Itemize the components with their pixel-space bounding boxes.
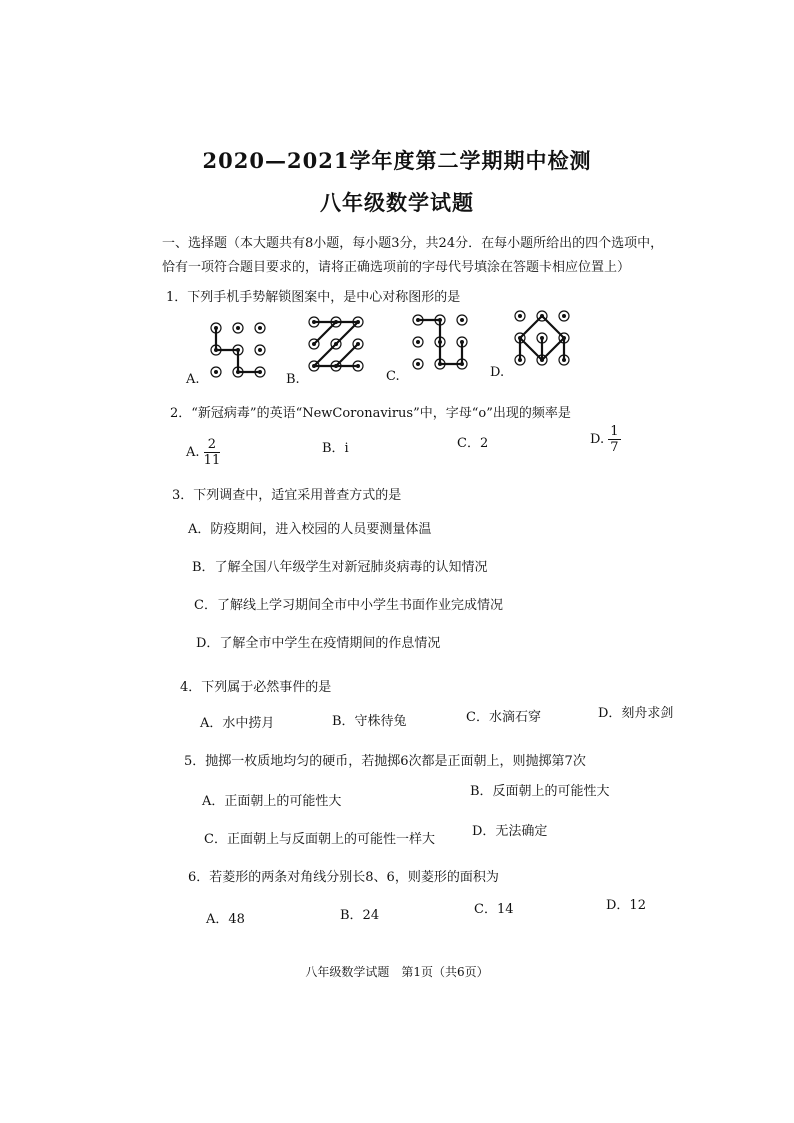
section-heading-line2: 恰有一项符合题目要求的，请将正确选项前的字母代号填涂在答题卡相应位置上） bbox=[162, 260, 631, 275]
question-4-option-d: D．刻舟求剑 bbox=[598, 706, 674, 721]
question-6-option-b: B．24 bbox=[340, 908, 380, 923]
question-5-option-c: C．正面朝上与反面朝上的可能性一样大 bbox=[204, 832, 435, 847]
question-1-option-c: C. bbox=[386, 369, 400, 384]
question-2-option-c: C．2 bbox=[457, 436, 489, 451]
unlock-pattern-c-icon bbox=[408, 310, 472, 374]
question-2-stem: 2．“新冠病毒”的英语“NewCoronavirus”中，字母“o”出现的频率是 bbox=[170, 406, 571, 421]
exam-subtitle: 八年级数学试题 bbox=[320, 190, 474, 215]
question-3-option-c: C．了解线上学习期间全市中小学生书面作业完成情况 bbox=[194, 598, 503, 613]
section-heading-line1: 一、选择题（本大题共有8小题，每小题3分，共24分．在每小题所给出的四个选项中， bbox=[162, 236, 664, 251]
question-4-option-a: A．水中捞月 bbox=[200, 716, 275, 731]
question-5-option-d: D．无法确定 bbox=[472, 824, 548, 839]
question-1-option-d: D. bbox=[490, 365, 505, 380]
fraction-denominator: 7 bbox=[610, 440, 619, 455]
question-3-option-a: A．防疫期间，进入校园的人员要测量体温 bbox=[188, 522, 432, 537]
question-4-stem: 4．下列属于必然事件的是 bbox=[180, 680, 332, 695]
question-3-option-d: D．了解全市中学生在疫情期间的作息情况 bbox=[196, 636, 441, 651]
question-3-option-b: B．了解全国八年级学生对新冠肺炎病毒的认知情况 bbox=[192, 560, 488, 575]
question-2-option-a bbox=[186, 437, 220, 468]
question-1-option-b: B. bbox=[286, 372, 300, 387]
question-2-option-d bbox=[590, 424, 621, 455]
exam-title: 2020—2021学年度第二学期期中检测 bbox=[202, 148, 592, 173]
fraction-2-over-11 bbox=[204, 437, 221, 468]
fraction-numerator: 2 bbox=[204, 437, 221, 453]
question-6-option-d: D．12 bbox=[606, 898, 646, 913]
question-1-option-a: A. bbox=[186, 372, 200, 387]
unlock-pattern-d-icon bbox=[510, 306, 574, 370]
question-5-stem: 5．抛掷一枚质地均匀的硬币，若抛掷6次都是正面朝上，则抛掷第7次 bbox=[184, 754, 586, 769]
question-6-option-c: C．14 bbox=[474, 902, 514, 917]
fraction-denominator: 11 bbox=[203, 453, 221, 468]
question-4-option-c: C．水滴石穿 bbox=[466, 710, 541, 725]
question-2-option-d-label: D. bbox=[590, 432, 605, 447]
question-5-option-b: B．反面朝上的可能性大 bbox=[470, 784, 610, 799]
question-6-option-a: A．48 bbox=[206, 912, 245, 927]
question-5-option-a: A．正面朝上的可能性大 bbox=[202, 794, 342, 809]
page-footer: 八年级数学试题 第1页（共6页） bbox=[305, 965, 489, 979]
unlock-pattern-a-icon bbox=[206, 318, 270, 382]
fraction-numerator: 1 bbox=[610, 424, 619, 439]
unlock-pattern-b-icon bbox=[304, 312, 368, 376]
question-2-option-a-label: A. bbox=[186, 445, 200, 460]
question-6-stem: 6．若菱形的两条对角线分别长8、6，则菱形的面积为 bbox=[188, 870, 499, 885]
question-1-stem: 1．下列手机手势解锁图案中，是中心对称图形的是 bbox=[166, 290, 461, 305]
question-3-stem: 3．下列调查中，适宜采用普查方式的是 bbox=[172, 488, 402, 503]
question-4-option-b: B．守株待兔 bbox=[332, 714, 407, 729]
fraction-1-over-7 bbox=[608, 424, 620, 455]
question-2-option-b: B．i bbox=[322, 441, 349, 456]
